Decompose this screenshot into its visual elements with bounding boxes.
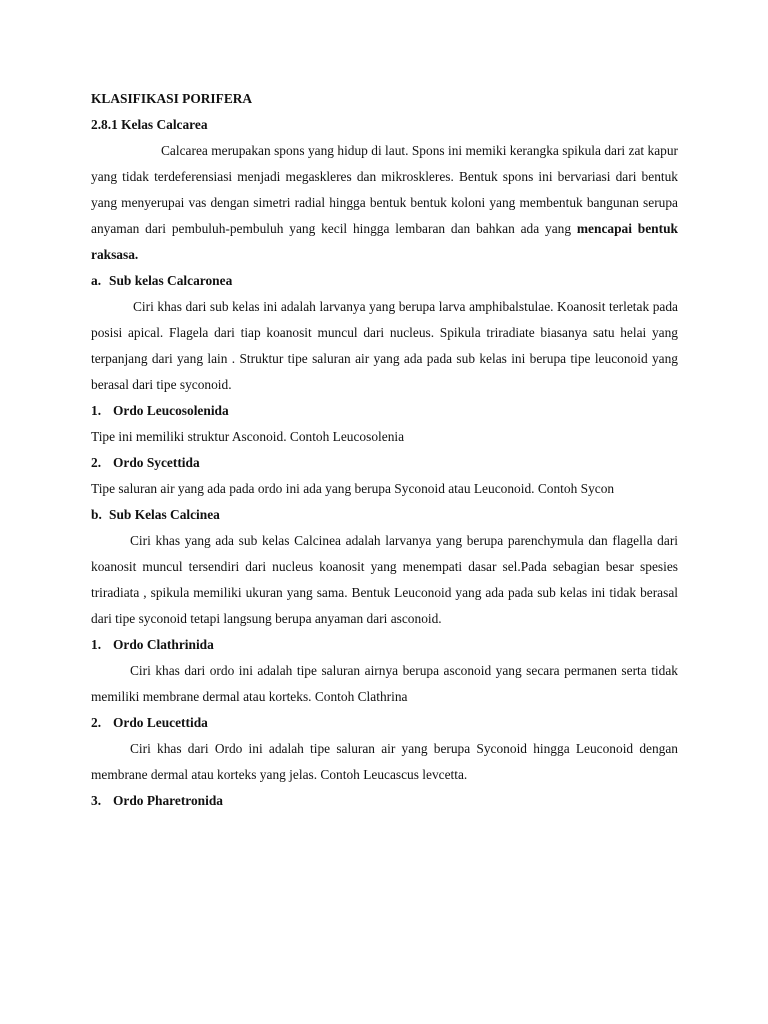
subclass-b-heading — [91, 502, 678, 528]
order-a2-title: Ordo Sycettida — [113, 455, 200, 470]
order-b3-label: 3. — [91, 793, 102, 808]
subclass-b-paragraph: Ciri khas yang ada sub kelas Calcinea adalah larvanya yang berupa parenchymula dan flagella dari koanosit muncul tersendiri dari nucleus koanosit yang menempati dasar sel.Pada sebagian besar spesies triradiata , spikula memiliki ukuran yang sama. Bentuk Leuconoid yang ada pada sub kelas ini tidak berasal dari tipe syconoid tetapi langsung berupa anyaman dari asconoid. — [91, 533, 678, 626]
subclass-b-label: b. — [91, 507, 102, 522]
subclass-a-heading — [91, 268, 678, 294]
intro-bold-text: mencapai bentuk raksasa. — [91, 221, 678, 262]
subclass-a-label: a. — [91, 273, 102, 288]
order-a1-title: Ordo Leucosolenida — [113, 403, 229, 418]
subclass-a-paragraph: Ciri khas dari sub kelas ini adalah larvanya yang berupa larva amphibalstulae. Koanosit terletak pada posisi apical. Flagela dari tiap koanosit muncul dari nucleus. Spikula triradiate biasanya satu helai yang terpanjang dari yang lain . Struktur tipe saluran air yang ada pada sub kelas ini berupa tipe leuconoid yang berasal dari tipe syconoid. — [91, 299, 678, 392]
intro-paragraph — [91, 138, 678, 268]
intro-text: Calcarea merupakan spons yang hidup di laut. Spons ini memiki kerangka spikula dari zat kapur yang tidak terdeferensiasi menjadi megaskleres dan mikroskleres. Bentuk spons ini bervariasi dari bentuk yang menyerupai vas dengan simetri radial hingga bentuk bentuk koloni yang membentuk bangunan serupa anyaman dari pembuluh-pembuluh yang kecil hingga lembaran dan bahkan ada yang — [91, 143, 678, 236]
subclass-b-title: Sub Kelas Calcinea — [109, 507, 220, 522]
section-heading: 2.8.1 Kelas Calcarea — [91, 117, 208, 132]
order-a2-label: 2. — [91, 455, 102, 470]
order-b2-title: Ordo Leucettida — [113, 715, 208, 730]
order-a1-label: 1. — [91, 403, 102, 418]
subclass-a-title: Sub kelas Calcaronea — [109, 273, 233, 288]
document-title: KLASIFIKASI PORIFERA — [91, 91, 253, 106]
order-b3-title: Ordo Pharetronida — [113, 793, 223, 808]
order-b1-title: Ordo Clathrinida — [113, 637, 214, 652]
order-b2-paragraph: Ciri khas dari Ordo ini adalah tipe saluran air yang berupa Syconoid hingga Leuconoid dengan membrane dermal atau korteks yang jelas. Contoh Leucascus levcetta. — [91, 741, 678, 782]
order-b3-heading — [91, 788, 678, 814]
order-b2-label: 2. — [91, 715, 102, 730]
order-a1-heading — [91, 398, 678, 424]
order-b1-label: 1. — [91, 637, 102, 652]
order-a2-heading — [91, 450, 678, 476]
order-a1-paragraph: Tipe ini memiliki struktur Asconoid. Contoh Leucosolenia — [91, 429, 405, 444]
document-page — [91, 86, 678, 814]
order-b1-paragraph: Ciri khas dari ordo ini adalah tipe saluran airnya berupa asconoid yang secara permanen serta tidak memiliki membrane dermal atau korteks. Contoh Clathrina — [91, 663, 678, 704]
order-b1-heading — [91, 632, 678, 658]
order-b2-heading — [91, 710, 678, 736]
order-a2-paragraph: Tipe saluran air yang ada pada ordo ini ada yang berupa Syconoid atau Leuconoid. Contoh Sycon — [91, 481, 615, 496]
